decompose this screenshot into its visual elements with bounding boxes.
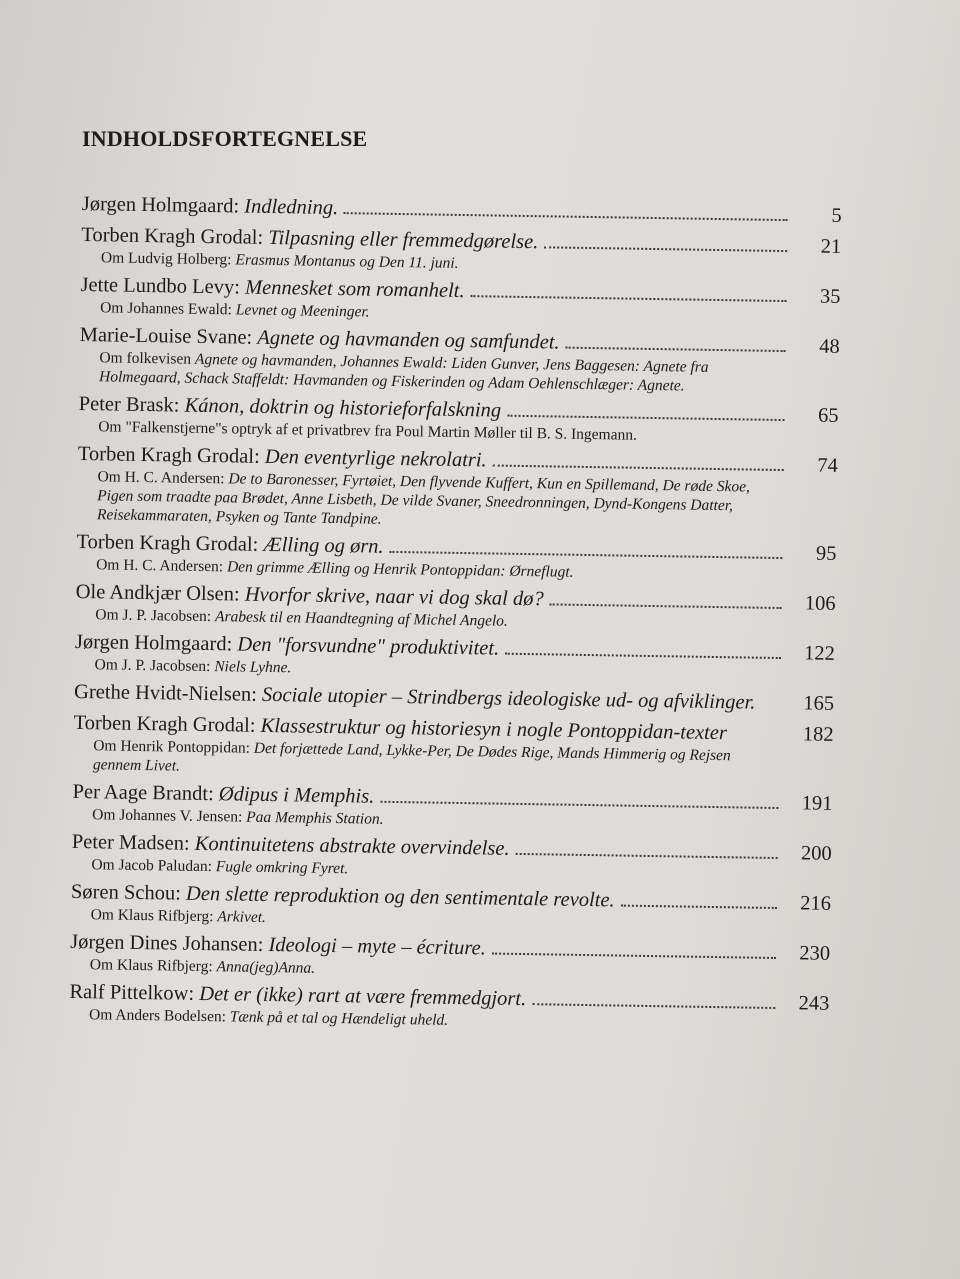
entry-author: Peter Madsen: [71,830,190,855]
leader-dots [544,246,787,252]
entry-title: Den slette reproduktion og den sentimentale revolte. [185,882,615,912]
entry-subject-works: Agnete og havmanden, Johannes Ewald: Liden Gunver, Jens Baggesen: Agnete fra Holmegaard, Schack Staffeldt: Havmanden og Fiskerinden og Adam Oehlenschlæger: Agnete. [98,350,709,395]
leader-dots [515,853,777,859]
entry-page: 5 [831,204,842,227]
leader-dots [492,953,776,959]
entry-title: Kánon, doktrin og historieforfalskning [184,394,502,422]
entry-author: Torben Kragh Grodal: [81,223,264,249]
leader-dots [532,1003,775,1009]
entry-page: 200 [800,842,832,865]
entry-page: 74 [817,454,838,477]
leader-dots [390,551,783,559]
leader-dots [493,464,784,471]
entry-subject-lead: Om J. P. Jacobsen: [94,656,211,676]
entry-subject-works: Det forjættede Land, Lykke-Per, De Dødes Rige, Mands Himmerig og Rejsen gennem Livet. [92,739,731,775]
entry-page: 48 [818,335,840,358]
toc-entry [80,273,841,329]
entry-author: Jette Lundbo Levy: [80,273,241,299]
toc-entry [76,530,837,586]
leader-dots [344,212,788,221]
leader-dots [471,295,787,302]
entry-author: Søren Schou: [70,880,182,905]
entry-author: Marie-Louise Svane: [79,323,253,349]
entry-title: Den "forsvundne" produktivitet. [237,633,500,660]
entry-title: Kontinuitetens abstrakte overvindelse. [194,832,510,860]
entry-subject-lead: Om Klaus Rifbjerg: [90,906,214,926]
toc-entry [81,223,842,279]
entry-subject-works: Anna(jeg)Anna. [216,958,316,977]
entry-subject-works: Den grimme Ælling og Henrik Pontoppidan: Ørneflugt. [226,558,574,581]
entry-subject-lead: Om Johannes V. Jensen: [92,806,243,826]
entry-page: 122 [803,642,836,665]
entry-subject-works: Arabesk til en Haandtegning af Michel Angelo. [214,608,509,630]
entry-subject-lead: Om Ludvig Holberg: [100,249,232,269]
entry-title: Ælling og ørn. [263,533,384,558]
entry-title: Det er (ikke) rart at være fremmedgjort. [199,982,527,1011]
entry-subject-lead: Om Anders Bodelsen: [88,1006,227,1026]
entry-page: 65 [817,404,839,427]
entry-author: Jørgen Holmgaard: [81,192,240,218]
entry-author: Per Aage Brandt: [72,780,214,806]
entry-subject-works: Paa Memphis Station. [246,808,384,828]
entry-author: Peter Brask: [78,392,180,417]
toc-entry [71,880,832,936]
entry-subject-lead: Om Johannes Ewald: [100,299,233,319]
entry-title: Klassestruktur og historiesyn i nogle Pontoppidan-texter [260,714,728,745]
entry-subject-works: Fugle omkring Fyret. [215,858,349,878]
entry-author: Grethe Hvidt-Nielsen: [73,680,258,706]
entry-title: Tilpasning eller fremmedgørelse. [268,226,539,254]
entry-subject-works: Niels Lyhne. [214,658,292,677]
leader-dots [380,801,778,809]
toc-entry [74,680,834,717]
leader-dots [507,415,784,421]
entry-subject-works: Tænk på et tal og Hændeligt uheld. [229,1008,449,1029]
entry-subject-works: De to Baronesser, Fyrtøiet, Den flyvende Kuffert, Kun en Spillemand, De røde Skoe, Pigen som traadte paa Brødet, Anne Lisbeth, De vilde Svaner, Sneedronningen, Dynd-Kongens Datter, Reisekammaraten, Psyken og Tante Tandpine. [96,470,751,528]
leader-dots [621,905,777,909]
entry-author: Torben Kragh Grodal: [73,711,256,737]
entry-subject-lead: Om folkevisen [99,349,192,368]
entry-page: 106 [804,592,836,615]
entry-author: Torben Kragh Grodal: [76,530,259,556]
toc-entry [79,323,840,398]
table-of-contents [69,192,842,1042]
entry-page: 230 [799,942,831,965]
entry-page: 191 [801,792,833,815]
entry-subject-works: Arkivet. [217,908,267,926]
entry-title: Agnete og havmanden og samfundet. [257,326,560,354]
entry-subject-lead: Om J. P. Jacobsen: [95,606,212,626]
toc-entry [77,442,838,536]
entry-author: Torben Kragh Grodal: [77,442,260,468]
toc-entry [70,930,831,986]
toc-entry [75,580,836,636]
toc-entry [72,780,833,836]
entry-subject-lead: Om H. C. Andersen: [97,468,225,488]
entry-page: 182 [802,723,834,746]
toc-entry [69,980,830,1036]
entry-title: Indledning. [244,195,339,220]
toc-entry [74,630,835,686]
leader-dots [550,603,782,609]
page-heading: INDHOLDSFORTEGNELSE [82,126,368,151]
entry-subject-lead: Om Klaus Rifbjerg: [89,956,213,976]
entry-subject-works: Levnet og Meeninger. [235,301,370,321]
entry-subject-works: Erasmus Montanus og Den 11. juni. [235,251,459,272]
entry-author: Ole Andkjær Olsen: [75,580,240,606]
entry-subject-lead: Om Henrik Pontoppidan: [93,737,251,757]
toc-entry [82,192,842,229]
leader-dots [566,347,786,352]
entry-title: Sociale utopier – Strindbergs ideologiske ud- og afviklinger. [261,683,756,714]
entry-author: Ralf Pittelkow: [69,980,195,1005]
entry-page: 243 [798,992,830,1015]
entry-page: 216 [799,892,832,915]
entry-subject-lead: Om H. C. Andersen: [96,556,224,576]
entry-subject-lead: Om "Falkenstjerne"s optryk af et privatbrev fra Poul Martin Møller til B. S. Ingemann. [98,418,638,444]
entry-title: Mennesket som romanhelt. [244,276,465,303]
entry-title: Den eventyrlige nekrolatri. [264,445,487,472]
toc-entry [73,711,834,786]
entry-title: Ideologi – myte – écriture. [268,934,486,960]
entry-page: 165 [803,692,835,715]
entry-page: 35 [819,285,841,308]
entry-author: Jørgen Holmgaard: [74,630,233,656]
entry-page: 21 [820,235,842,258]
entry-title: Hvorfor skrive, naar vi dog skal dø? [244,583,544,611]
toc-entry [78,392,839,448]
entry-author: Jørgen Dines Johansen: [70,930,264,956]
entry-title: Ødipus i Memphis. [218,783,375,808]
leader-dots [505,653,781,659]
entry-page: 95 [815,542,837,565]
toc-entry [71,830,832,886]
entry-subject-lead: Om Jacob Paludan: [91,856,213,876]
